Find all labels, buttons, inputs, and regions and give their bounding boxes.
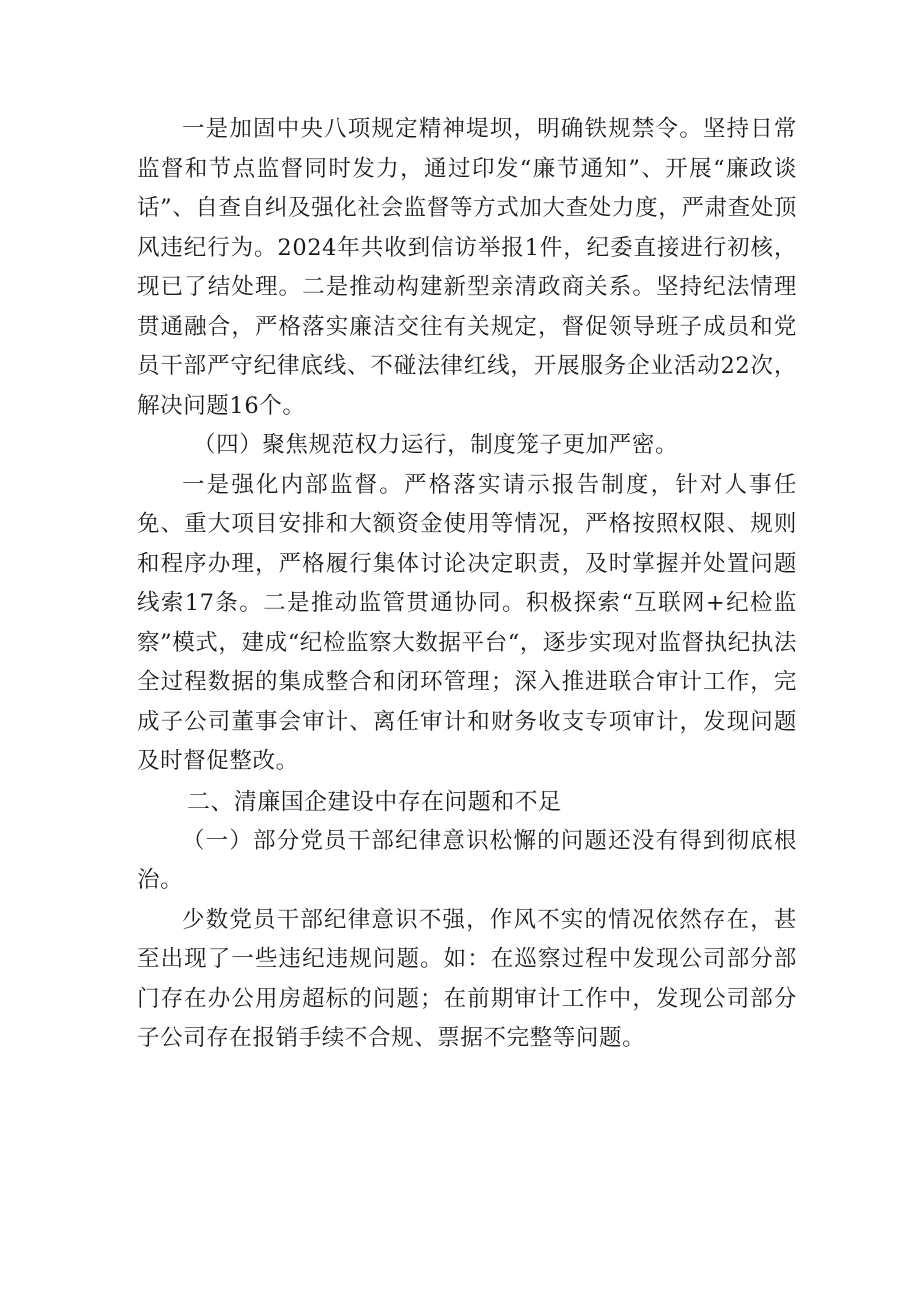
document-page: [137, 110, 797, 1059]
subheading-discipline-awareness: （一）部分党员干部纪律意识松懈的问题还没有得到彻底根治。: [137, 827, 797, 893]
paragraph-supervision-rules: 一是加固中央八项规定精神堤坝，明确铁规禁令。坚持日常监督和节点监督同时发力，通过印发“廉节通知”、开展“廉政谈话”、自查自纠及强化社会监督等方式加大查处力度，严肃查处顶风违纪行为。2024年共收到信访举报1件，纪委直接进行初核，现已了结处理。二是推动构建新型亲清政商关系。坚持纪法情理贯通融合，严格落实廉洁交往有关规定，督促领导班子成员和党员干部严守纪律底线、不碰法律红线，开展服务企业活动22次，解决问题16个。: [137, 116, 797, 419]
paragraph-discipline-issues: 少数党员干部纪律意识不强，作风不实的情况依然存在，甚至出现了一些违纪违规问题。如：在巡察过程中发现公司部分部门存在办公用房超标的问题；在前期审计工作中，发现公司部分子公司存在报销手续不合规、票据不完整等问题。: [137, 906, 797, 1051]
paragraph-internal-supervision: 一是强化内部监督。严格落实请示报告制度，针对人事任免、重大项目安排和大额资金使用等情况，严格按照权限、规则和程序办理，严格履行集体讨论决定职责，及时掌握并处置问题线索17条。二是推动监管贯通协同。积极探索“互联网+纪检监察”模式，建成“纪检监察大数据平台“，逐步实现对监督执纪执法全过程数据的集成整合和闭环管理；深入推进联合审计工作，完成子公司董事会审计、离任审计和财务收支专项审计，发现问题及时督促整改。: [137, 471, 798, 774]
section-heading-problems: 二、清廉国企建设中存在问题和不足: [187, 788, 562, 815]
subheading-power-operation: （四）聚焦规范权力运行，制度笼子更加严密。: [193, 432, 679, 458]
